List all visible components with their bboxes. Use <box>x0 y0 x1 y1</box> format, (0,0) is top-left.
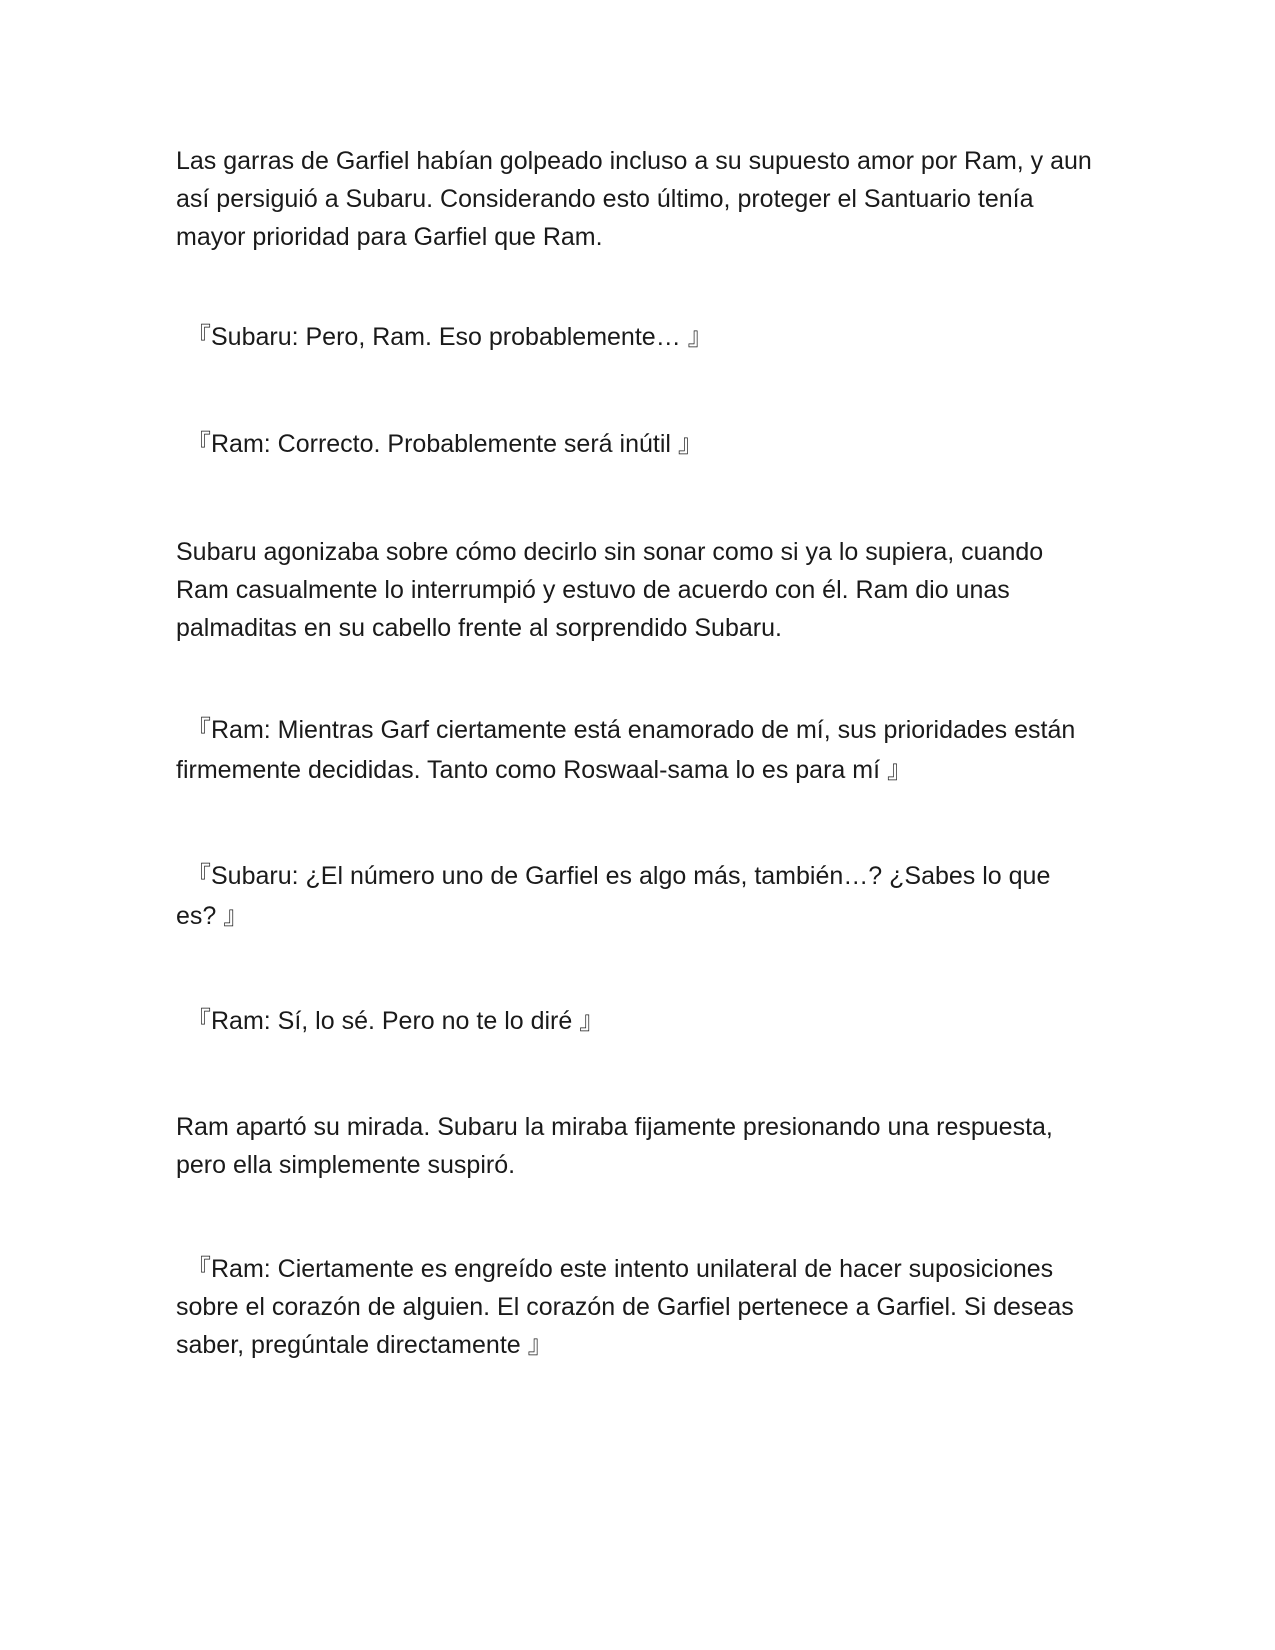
narration-paragraph-1: Las garras de Garfiel habían golpeado incluso a su supuesto amor por Ram, y aun así persiguió a Subaru. Considerando esto último, proteger el Santuario tenía mayor prioridad para Garfiel que Ram. <box>176 147 1092 251</box>
dialogue-subaru-1: 『Subaru: Pero, Ram. Eso probablemente… 』 <box>186 323 713 351</box>
dialogue-ram-2: 『Ram: Mientras Garf ciertamente está enamorado de mí, sus prioridades están firmemente decididas. Tanto como Roswaal-sama lo es para mí 』 <box>176 716 1076 784</box>
dialogue-ram-1: 『Ram: Correcto. Probablemente será inútil 』 <box>186 430 703 458</box>
dialogue-ram-3: 『Ram: Sí, lo sé. Pero no te lo diré 』 <box>186 1007 605 1035</box>
narration-paragraph-2: Subaru agonizaba sobre cómo decirlo sin sonar como si ya lo supiera, cuando Ram casualmente lo interrumpió y estuvo de acuerdo con él. Ram dio unas palmaditas en su cabello frente al sorprendido Subaru. <box>176 538 1044 642</box>
narration-paragraph-3: Ram apartó su mirada. Subaru la miraba fijamente presionando una respuesta, pero ella simplemente suspiró. <box>176 1113 1053 1179</box>
dialogue-subaru-2: 『Subaru: ¿El número uno de Garfiel es algo más, también…? ¿Sabes lo que es? 』 <box>176 862 1051 930</box>
dialogue-ram-4: 『Ram: Ciertamente es engreído este intento unilateral de hacer suposiciones sobre el corazón de alguien. El corazón de Garfiel pertenece a Garfiel. Si deseas saber, pregúntale directamente 』 <box>176 1255 1074 1359</box>
